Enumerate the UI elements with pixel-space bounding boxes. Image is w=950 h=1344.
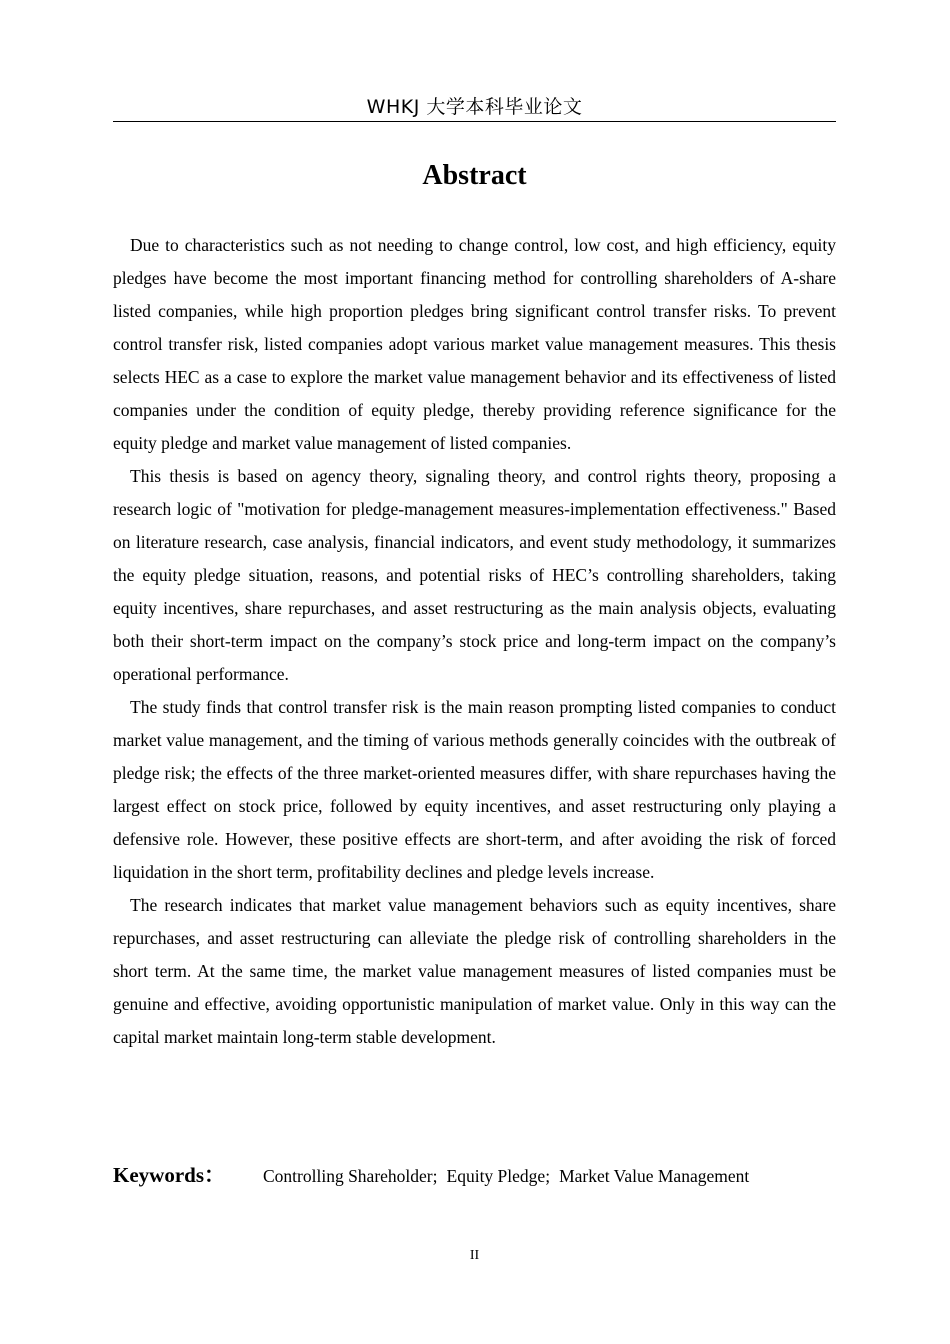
keyword-separator: ; — [432, 1166, 438, 1186]
keywords-list — [263, 1166, 750, 1186]
keywords-row — [113, 1158, 836, 1192]
page-header-title: WHKJ 大学本科毕业论文 — [366, 96, 583, 118]
keywords-label: Keywords： — [113, 1163, 225, 1187]
abstract-paragraph-1: Due to characteristics such as not needing to change control, low cost, and high efficiency, equity pledges have become the most important financing method for controlling shareholders of A-share listed companies, while high proportion pledges bring significant control transfer risks. To prevent control transfer risk, listed companies adopt various market value management measures. This thesis selects HEC as a case to explore the market value management behavior and its effectiveness of listed companies under the condition of equity pledge, thereby providing reference significance for the equity pledge and market value management of listed companies. — [113, 235, 836, 453]
keyword-item: Controlling Shareholder — [263, 1166, 433, 1186]
abstract-body — [113, 229, 836, 1054]
abstract-title: Abstract — [422, 160, 527, 191]
abstract-paragraph-2: This thesis is based on agency theory, signaling theory, and control rights theory, proposing a research logic of "motivation for pledge-management measures-implementation effectiveness." Based on literature research, case analysis, financial indicators, and event study methodology, it summarizes the equity pledge situation, reasons, and potential risks of HEC’s controlling shareholders, taking equity incentives, share repurchases, and asset restructuring as the main analysis objects, evaluating both their short-term impact on the company’s stock price and long-term impact on the company’s operational performance. — [113, 466, 836, 684]
abstract-paragraph-3: The study finds that control transfer risk is the main reason prompting listed companies to conduct market value management, and the timing of various methods generally coincides with the outbreak of pledge risk; the effects of the three market-oriented measures differ, with share repurchases having the largest effect on stock price, followed by equity incentives, and asset restructuring only playing a defensive role. However, these positive effects are short-term, and after avoiding the risk of forced liquidation in the short term, profitability declines and pledge levels increase. — [113, 697, 836, 882]
page-number: II — [469, 1248, 480, 1263]
abstract-paragraph-4: The research indicates that market value management behaviors such as equity incentives, share repurchases, and asset restructuring can alleviate the pledge risk of controlling shareholders in the short term. At the same time, the market value management measures of listed companies must be genuine and effective, avoiding opportunistic manipulation of market value. Only in this way can the capital market maintain long-term stable development. — [113, 895, 836, 1047]
keyword-item: Equity Pledge — [446, 1166, 546, 1186]
keyword-separator: ; — [545, 1166, 551, 1186]
keyword-item: Market Value Management — [559, 1166, 750, 1186]
page-header — [113, 94, 836, 122]
